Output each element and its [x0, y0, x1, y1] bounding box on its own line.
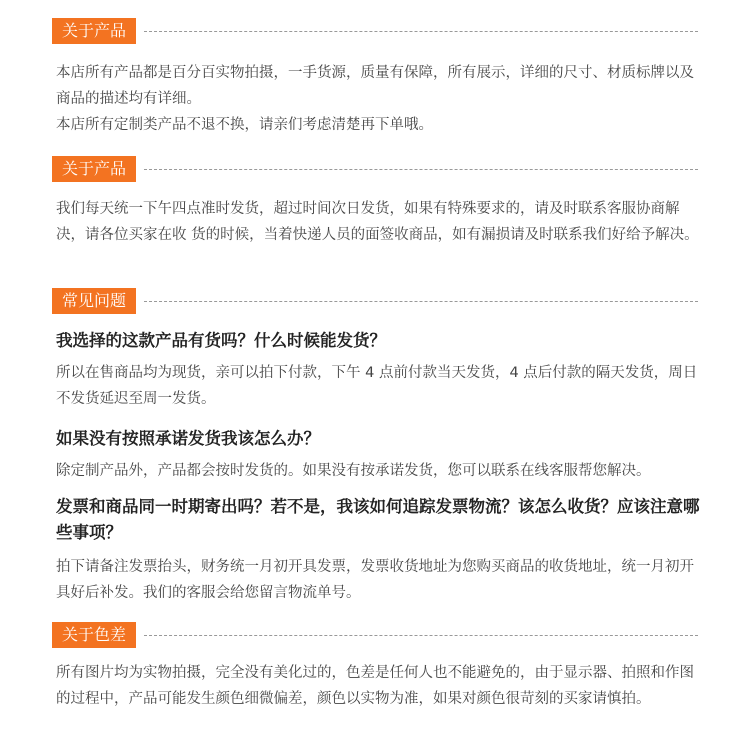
- dashed-divider: [144, 31, 698, 32]
- faq-answer: 除定制产品外，产品都会按时发货的。如果没有按承诺发货，您可以联系在线客服帮您解决。: [56, 463, 651, 479]
- section-header-about-product-2: [52, 156, 698, 182]
- paragraph-color-difference: 所有图片均为实物拍摄，完全没有美化过的，色差是任何人也不能避免的，由于显示器、拍照和作图的过程中，产品可能发生颜色细微偏差，颜色以实物为准，如果对颜色很苛刻的买家请慎拍。: [56, 665, 694, 707]
- section-tag: 关于产品: [52, 18, 136, 44]
- paragraph-custom-no-return: 本店所有定制类产品不退不换，请亲们考虑清楚再下单哦。: [56, 117, 433, 133]
- section-header-color-difference: [52, 622, 698, 648]
- dashed-divider: [144, 635, 698, 636]
- section-tag: 关于色差: [52, 622, 136, 648]
- faq-question: 我选择的这款产品有货吗？什么时候能发货？: [56, 331, 386, 350]
- faq-answer: 所以在售商品均为现货，亲可以拍下付款，下午 4 点前付款当天发货，4 点后付款的隔天发货，周日不发货延迟至周一发货。: [56, 365, 698, 407]
- faq-question: 如果没有按照承诺发货我该怎么办？: [56, 429, 320, 448]
- section-tag: 常见问题: [52, 288, 136, 314]
- faq-question: 发票和商品同一时期寄出吗？若不是，我该如何追踪发票物流？该怎么收货？应该注意哪些事项？: [56, 497, 700, 542]
- paragraph-product-authenticity: 本店所有产品都是百分百实物拍摄，一手货源，质量有保障，所有展示，详细的尺寸、材质标牌以及商品的描述均有详细。: [56, 65, 694, 107]
- section-tag: 关于产品: [52, 156, 136, 182]
- section-header-faq: [52, 288, 698, 314]
- dashed-divider: [144, 169, 698, 170]
- paragraph-shipping-policy: 我们每天统一下午四点准时发货，超过时间次日发货，如果有特殊要求的，请及时联系客服协商解决，请各位买家在收 货的时候，当着快递人员的面签收商品，如有漏损请及时联系我们好给予解决。: [56, 201, 699, 243]
- section-header-about-product-1: [52, 18, 698, 44]
- faq-answer: 拍下请备注发票抬头，财务统一月初开具发票，发票收货地址为您购买商品的收货地址，统一月初开具好后补发。我们的客服会给您留言物流单号。: [56, 559, 694, 601]
- dashed-divider: [144, 301, 698, 302]
